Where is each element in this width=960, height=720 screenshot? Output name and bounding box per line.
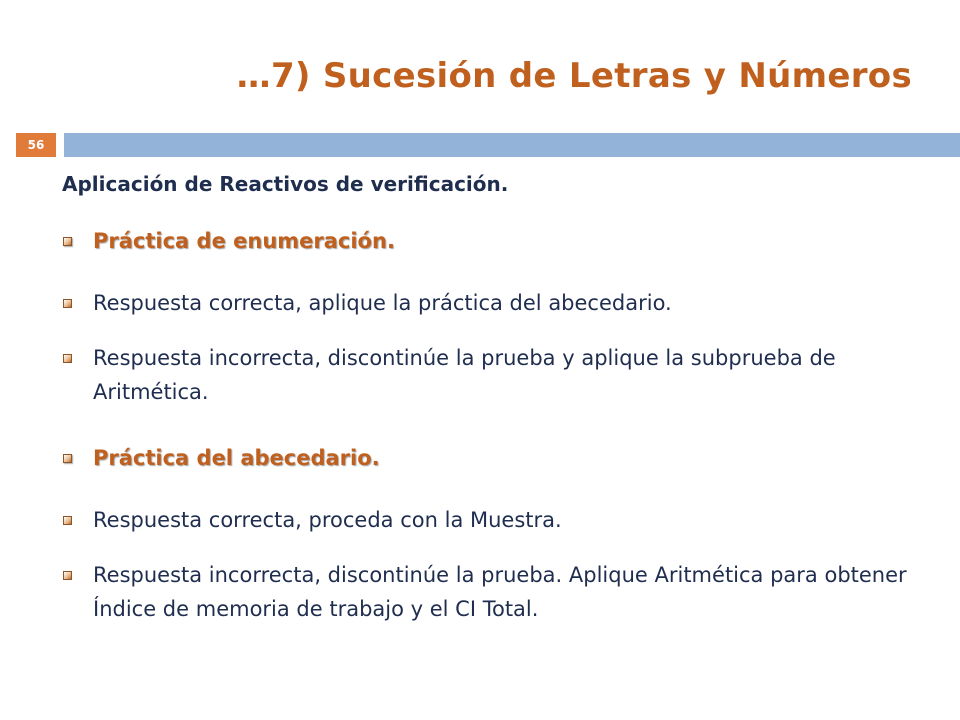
bullet-item-practice-enumeration [62, 224, 922, 258]
bullet-item-incorrect-response-arithmetic [62, 558, 922, 626]
slide-number: 56 [16, 133, 56, 157]
square-bullet-icon [63, 516, 72, 525]
bullet-text: Respuesta incorrecta, discontinúe la prueba y aplique la subprueba de Aritmética. [93, 346, 836, 404]
bullet-text: Respuesta correcta, aplique la práctica del abecedario. [93, 291, 672, 315]
bullet-item-correct-response [62, 286, 922, 320]
square-bullet-icon [63, 354, 72, 363]
slide-title: …7) Sucesión de Letras y Números [236, 56, 912, 96]
slide-content [62, 172, 922, 626]
square-bullet-icon [63, 299, 72, 308]
bullet-item-practice-alphabet [62, 441, 922, 475]
bullet-text: Respuesta correcta, proceda con la Muestra. [93, 508, 562, 532]
bullet-item-correct-response-sample [62, 503, 922, 537]
square-bullet-icon [63, 571, 72, 580]
header-bar [64, 133, 960, 157]
bullet-text: Respuesta incorrecta, discontinúe la prueba. Aplique Aritmética para obtener Índice de memoria de trabajo y el CI Total. [93, 563, 907, 621]
section-heading: Aplicación de Reactivos de verificación. [62, 172, 509, 196]
bullet-text: Práctica de enumeración. [93, 229, 395, 253]
bullet-item-incorrect-response [62, 341, 922, 409]
square-bullet-icon [63, 454, 72, 463]
bullet-text: Práctica del abecedario. [93, 446, 380, 470]
square-bullet-icon [63, 237, 72, 246]
